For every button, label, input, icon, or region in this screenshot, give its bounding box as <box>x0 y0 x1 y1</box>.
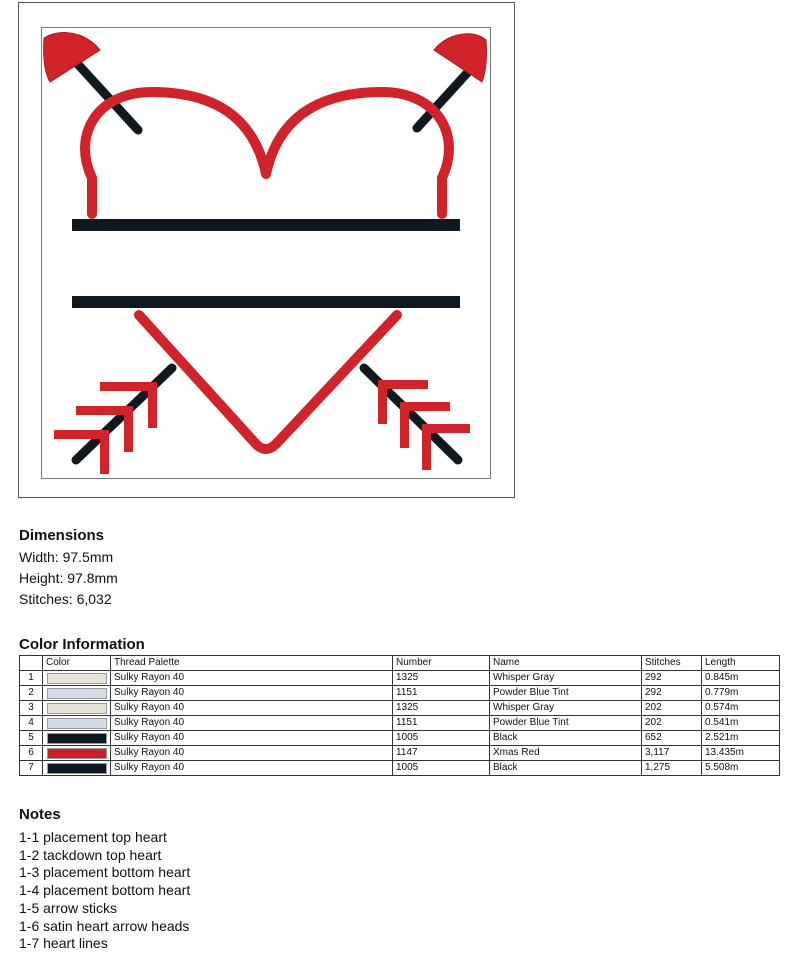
cell-index: 3 <box>20 701 43 716</box>
cell-name: Whisper Gray <box>490 671 642 686</box>
design-preview-frame <box>18 2 515 498</box>
cell-stitches: 292 <box>642 686 702 701</box>
embroidery-design-image <box>42 28 492 480</box>
cell-index: 4 <box>20 716 43 731</box>
notes-list <box>19 829 190 953</box>
cell-length: 0.779m <box>702 686 780 701</box>
cell-index: 2 <box>20 686 43 701</box>
cell-name: Black <box>490 731 642 746</box>
table-row <box>20 701 780 716</box>
cell-name: Whisper Gray <box>490 701 642 716</box>
table-row <box>20 731 780 746</box>
cell-number: 1151 <box>393 686 490 701</box>
cell-color-swatch <box>43 746 111 761</box>
notes-heading: Notes <box>19 806 61 823</box>
cell-color-swatch <box>43 761 111 776</box>
cell-thread-palette: Sulky Rayon 40 <box>111 671 393 686</box>
cell-length: 0.541m <box>702 716 780 731</box>
cell-color-swatch <box>43 671 111 686</box>
cell-name: Black <box>490 761 642 776</box>
bottom-heart-outline <box>139 315 397 449</box>
cell-stitches: 1,275 <box>642 761 702 776</box>
note-item: 1-5 arrow sticks <box>19 899 118 916</box>
cell-stitches: 202 <box>642 701 702 716</box>
cell-name: Powder Blue Tint <box>490 686 642 701</box>
column-header-stitches: Stitches <box>642 656 702 671</box>
cell-length: 5.508m <box>702 761 780 776</box>
cell-stitches: 3,117 <box>642 746 702 761</box>
color-swatch <box>47 718 107 729</box>
cell-stitches: 652 <box>642 731 702 746</box>
note-item: 1-1 placement top heart <box>19 829 167 845</box>
color-swatch <box>47 763 107 774</box>
cell-thread-palette: Sulky Rayon 40 <box>111 761 393 776</box>
color-info-heading: Color Information <box>19 636 145 653</box>
cell-length: 13.435m <box>702 746 780 761</box>
dimensions-heading: Dimensions <box>19 527 105 544</box>
divider-bar-bottom <box>72 296 460 308</box>
cell-thread-palette: Sulky Rayon 40 <box>111 686 393 701</box>
dimension-height: Height: 97.8mm <box>19 570 118 586</box>
column-header-length: Length <box>702 656 780 671</box>
note-item: 1-3 placement bottom heart <box>19 864 191 881</box>
cell-color-swatch <box>43 686 111 701</box>
cell-number: 1005 <box>393 761 490 776</box>
cell-length: 2.521m <box>702 731 780 746</box>
note-item: 1-6 satin heart arrow heads <box>19 917 190 934</box>
cell-number: 1005 <box>393 731 490 746</box>
cell-color-swatch <box>43 716 111 731</box>
table-row <box>20 716 780 731</box>
cell-thread-palette: Sulky Rayon 40 <box>111 731 393 746</box>
cell-color-swatch <box>43 731 111 746</box>
cell-number: 1147 <box>393 746 490 761</box>
color-swatch <box>47 673 107 684</box>
table-row <box>20 671 780 686</box>
color-swatch <box>47 703 107 714</box>
color-swatch <box>47 688 107 699</box>
column-header-name: Name <box>490 656 642 671</box>
cell-index: 5 <box>20 731 43 746</box>
top-heart-outline <box>85 92 449 214</box>
dimension-stitches: Stitches: 6,032 <box>19 591 112 607</box>
cell-number: 1151 <box>393 716 490 731</box>
cell-thread-palette: Sulky Rayon 40 <box>111 746 393 761</box>
cell-length: 0.574m <box>702 701 780 716</box>
column-header-thread-palette: Thread Palette <box>111 656 393 671</box>
dimension-width: Width: 97.5mm <box>19 549 114 565</box>
cell-name: Xmas Red <box>490 746 642 761</box>
table-row <box>20 686 780 701</box>
note-item: 1-2 tackdown top heart <box>19 846 162 863</box>
design-hoop-area <box>41 27 491 479</box>
cell-index: 6 <box>20 746 43 761</box>
note-item: 1-7 heart lines <box>19 935 108 952</box>
cell-thread-palette: Sulky Rayon 40 <box>111 701 393 716</box>
table-row <box>20 761 780 776</box>
cell-number: 1325 <box>393 701 490 716</box>
column-header-color: Color <box>43 656 111 671</box>
divider-bar-top <box>72 219 460 231</box>
cell-thread-palette: Sulky Rayon 40 <box>111 716 393 731</box>
note-item: 1-4 placement bottom heart <box>19 882 191 899</box>
cell-stitches: 202 <box>642 716 702 731</box>
color-swatch <box>47 748 107 759</box>
cell-number: 1325 <box>393 671 490 686</box>
cell-index: 7 <box>20 761 43 776</box>
cell-stitches: 292 <box>642 671 702 686</box>
column-header-number: Number <box>393 656 490 671</box>
table-header-row <box>20 656 780 671</box>
cell-length: 0.845m <box>702 671 780 686</box>
table-row <box>20 746 780 761</box>
column-header-index <box>20 656 43 671</box>
cell-name: Powder Blue Tint <box>490 716 642 731</box>
color-info-table <box>19 655 780 776</box>
cell-color-swatch <box>43 701 111 716</box>
cell-index: 1 <box>20 671 43 686</box>
color-swatch <box>47 733 107 744</box>
